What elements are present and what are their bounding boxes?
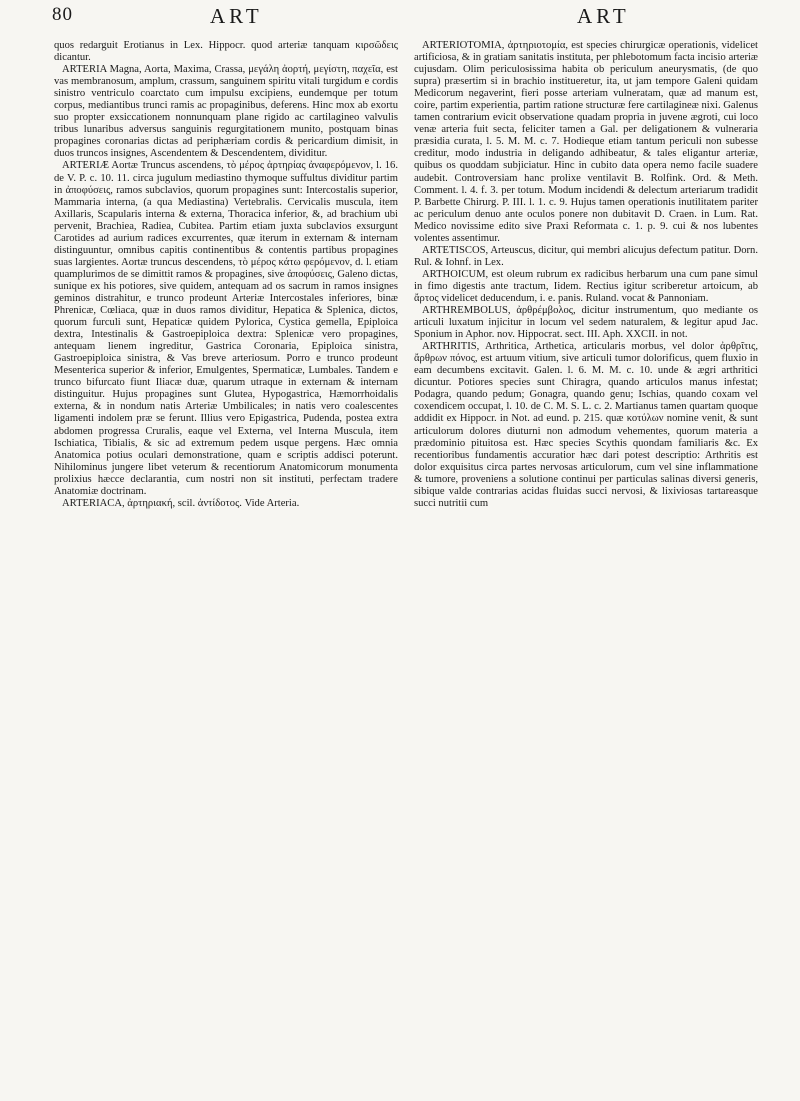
page-number: 80 [52, 4, 73, 25]
running-header-right: ART [577, 4, 630, 28]
dictionary-entry-arteriae-aortae: ARTERIÆ Aortæ Truncus ascendens, τὸ μέρος ἀρτηρίας ἀναφερόμενον, l. 16. de V. P. c. 10. 11. circa jugulum mediastino thymoque suffultus dividitur partim in ἀποφύσεις, ramos subclavios, quorum propagines sunt: Intercostalis superior, Mammaria interna, (a qua Mediastina) Vertebralis. Cervicalis muscula, item Axillaris, Scapularis interna & externa, Thoracica inferior, &, ad brachium ubi pervenit, Brachiea, Radiea, Cubitea. Partim etiam juxta subclavios exsurgunt Carotides ad aurium radices excurrentes, quæ iterum in externam & internam distinguuntur, omnibus capitis continentibus & contentis partibus propagines suas largientes. Aortæ truncus descendens, τὸ μέρος κάτω φερόμενον, d. l. etiam quamplurimos de se dimittit ramos & propagines, sive ἀποφύσεις, Galeno dictas, sunique ex his potiores, sive quidem, antequam ad os sacrum in ramos insignes geminos distrahitur, e trunco prodeunt Arteriæ Intercostales inferiores, binæ Phrenicæ, Cœliaca, quæ in duos ramos dividitur, Hepatica & Splenica, dictos, quorum furculi sunt, Hepaticæ quidem Pylorica, Cystica gemella, Epiploica dextra, Intestinalis & Gastroepiploica dextra: Splenicæ vero propagines, antequam lienem ingreditur, Gastrica Coronaria, Epiploica sinistra, Gastroepiploica sinistra, & Vas breve arteriosum. Porro e trunco prodeunt Mesenterica superior & inferior, Emulgentes, Spermaticæ, Lumbales. Tandem e trunco bifurcato fiunt Iliacæ duæ, quarum utraque in externam & internam distinguitur. Hujus propagines sunt Glutea, Hypogastrica, Hæmorrhoidalis externa, & in nondum natis Arteriæ Umbilicales; in natis vero coalescentes ligamenti indolem præ se ferunt. Illius vero Epigastrica, Pudenda, postea extra abdomen progressa Cruralis, eaque vel Externa, vel Interna Muscula, item Ischiatica, Tibialis, & sic ad extremum pedem usque pergens. Hæc omnia Anatomica potius oculari demonstratione, quam e scriptis addisci poterunt. Nihilominus jungere libet veterum & recentiorum Anatomicorum monumenta prolixius hæcce declarantia, cum nostri non sit instituti, perfectam tradere Anatomiæ doctrinam. [54, 160, 398, 497]
dictionary-entry-arteriaca: ARTERIACA, ἀρτηριακή, scil. ἀντίδοτος. Vide Arteria. [62, 497, 300, 509]
dictionary-entry-arthritis: ARTHRITIS, Arthritica, Arthetica, articularis morbus, vel dolor ἀρθρῖτις, ἄρθρων πόνος, est artuum vitium, sive articuli tumor dolorificus, quem fluxio in eam decumbens excitavit. Galen. l. 6. M. M. c. 10. unde & ægri arthritici dicuntur. Potiores species sunt Chiragra, quando articulos manus infestat; Podagra, quando pedum; Gonagra, quando genu; Ischias, quando coxam vel coxendicem occupat, l. 10. de C. M. S. L. c. 2. Martianus tamen quartam quoque addidit ex Hippocr. in Not. ad eund. p. 215. quæ κοτύλων nomine venit, & sunt articulorum dolores diuturni non admodum vehementes, quorum materia a prædominio pituitosa est. Hæc species Scythis quondam familiaris &c. Ex recentioribus fundamentis accuratior hæc dari potest descriptio: Arthritis est dolor exquisitus circa partes nervosas articulorum, cum vel sine inflammatione & tumore, proveniens a solutione continui per particulas salinas diversi generis, sibique valde contrarias acidas fluidas succi nervosi, & lixiviosas tartareasque succi nutritii cum [414, 341, 758, 509]
dictionary-entry-artetiscos: ARTETISCOS, Arteuscus, dicitur, qui membri alicujus defectum patitur. Dorn. Rul. & Iohnf. in Lex. [414, 244, 758, 268]
dictionary-entry-arthoicum: ARTHOICUM, est oleum rubrum ex radicibus herbarum una cum pane simul in fimo digestis ante tractum, Iidem. Rectius igitur scriberetur artoicum, ab ἄρτος videlicet deducendum, i. e. panis. Ruland. vocat & Pannoniam. [414, 268, 758, 304]
running-header-left: ART [210, 4, 263, 28]
dictionary-entry-arteriotomia: ARTERIOTOMIA, ἀρτηριοτομία, est species chirurgicæ operationis, videlicet artificiosa, & in gratiam sanitatis instituta, per phlebotomum facta incisio arteriæ cujusdam. Olim periculosissima habita ob periculum aneurysmatis, (de quo supra) præsertim si in brachio institueretur, ita, ut jam tempore Galeni quidam Medicorum negaverint, fieri posse arteriam vulneratam, quæ ad manum est, coire, partim experientia, partim ratione structuræ fere cartilagineæ nixi. Galenus tamen contrarium evicit observatione quadam propria in juvene ægroti, cui loco venæ arteria fuit secta, feliciter tamen a Gal. per deligationem & vulneraria præsidia curata, l. 5. M. M. c. 7. Hodieque etiam tantum periculi non subesse creditur, modo industria in deligando adhibeatur, & tales eligantur arteriæ, quibus os quoddam subjiciatur. Hinc in cubito data opera nemo facile suadere audebit. Controversiam hanc prolixe ventilavit B. Rolfink. Ord. & Meth. Comment. l. 4. f. 3. per totum. Modum incidendi & delectum arteriarum tradidit P. Barbette Chirurg. P. III. l. 1. c. 9. Hujus tamen operationis inutilitatem pariter ac periculum denuo ante oculos ponere non dubitavit D. Craen. in Lum. Rat. Medico novissime edito sive Praxi Reformata c. 1. p. 9. cui & nos lubentes volentes assentimur. [414, 40, 758, 244]
left-column [54, 40, 398, 510]
dictionary-entry-arteria: ARTERIA Magna, Aorta, Maxima, Crassa, μεγάλη ἀορτή, μεγίστη, παχεῖα, est vas membranosum, amplum, crassum, sanguinem spiritu vitali turgidum e cordis sinistro ventriculo coarctato cum impulsu excipiens, eundemque per totum corpus, mediantibus trunci ramis ac propaginibus, deferens. Hinc mox ab exortu suo propter exsiccationem nonnunquam plane rigido ac cartilagineo valvulis tribus lunaribus adversus sanguinis regurgitationem munito, postquam binas propagines coronarias dictas ad periphæriam cordis & pericardium dimisit, in duos truncos insignes, Ascendentem & Descendentem, dividitur. [54, 64, 398, 160]
right-column [414, 40, 758, 510]
dictionary-entry-arthrembolus: ARTHREMBOLUS, ἀρθρέμβολος, dicitur instrumentum, quo mediante os articuli luxatum injicitur in locum vel sedem naturalem, & legitur apud Jac. Sponium in Aphor. nov. Hippocrat. sect. III. Aph. XXCII. in not. [414, 305, 758, 341]
paragraph: quos redarguit Erotianus in Lex. Hippocr. quod arteriæ tanquam κιρσῶδεις dicantur. [54, 40, 398, 64]
